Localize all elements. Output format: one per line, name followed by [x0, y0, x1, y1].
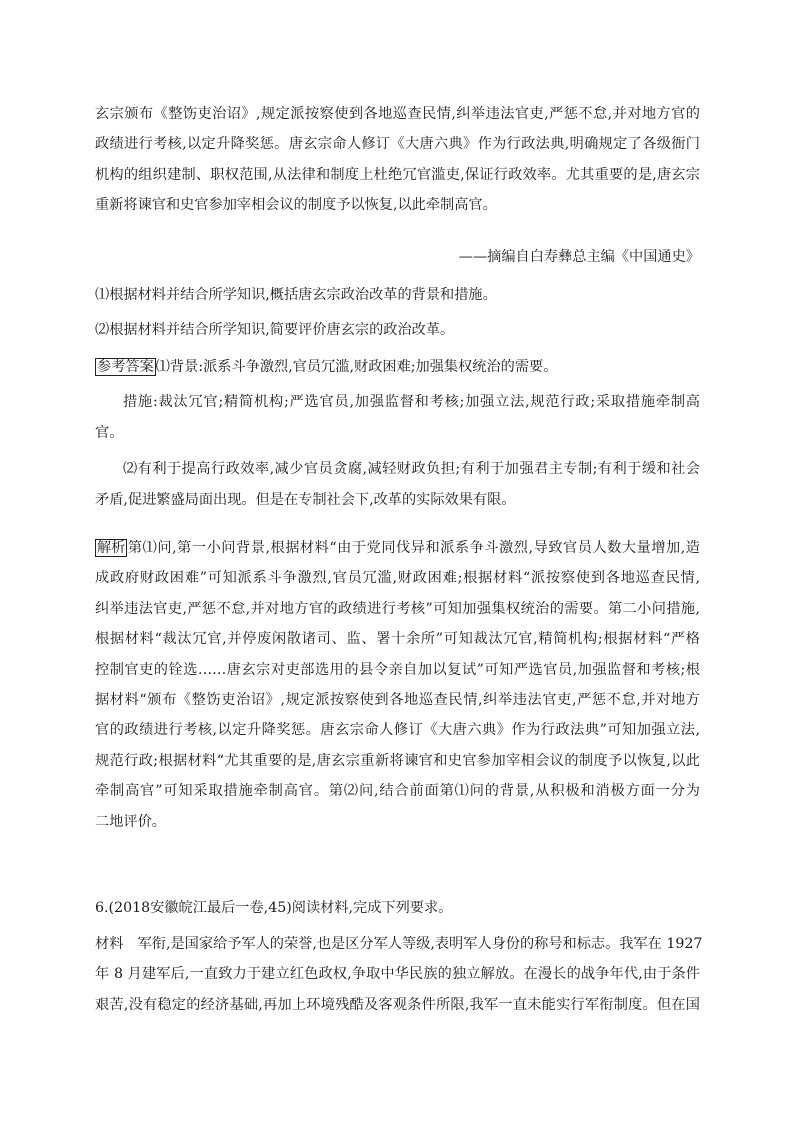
- question-item: ⑴根据材料并结合所学知识,概括唐玄宗政治改革的背景和措施。: [95, 287, 497, 303]
- analysis-line: [95, 533, 700, 563]
- answer-line: 矛盾,促进繁盛局面出现。但是在专制社会下,改革的实际效果有限。: [95, 491, 516, 508]
- question-6-header: 6.(2018安徽皖江最后一卷,45)阅读材料,完成下列要求。: [95, 900, 453, 916]
- passage-line: 政绩进行考核,以定升降奖惩。唐玄宗命人修订《大唐六典》作为行政法典,明确规定了各级衙门: [95, 136, 700, 153]
- question-item: ⑵根据材料并结合所学知识,简要评价唐玄宗的政治改革。: [95, 322, 455, 339]
- questions: [95, 280, 700, 346]
- analysis-text: 第⑴问,第一小问背景,根据材料“由于党同伐异和派系争斗激烈,导致官员人数大量增加,造: [127, 540, 700, 556]
- analysis-line: 官的政绩进行考核,以定升降奖惩。唐玄宗命人修订《大唐六典》作为行政法典”可知加强立法,: [95, 722, 700, 739]
- analysis-line: 二地评价。: [95, 813, 166, 830]
- analysis-line: 根据材料“裁汰冗官,并停废闲散诸司、监、署十余所”可知裁汰冗官,精简机构;根据材料“严格: [95, 631, 700, 648]
- material-line: 艰苦,没有稳定的经济基础,再加上环境残酷及客观条件所限,我军一直未能实行军衔制度。但在国: [95, 996, 700, 1013]
- reference-answer: [95, 352, 700, 515]
- question-6-material: [95, 929, 703, 1020]
- analysis: [95, 533, 700, 837]
- analysis-line: 据材料“颁布《整饬吏治诏》,规定派按察使到各地巡查民情,纠举违法官吏,严惩不怠,并对地方: [95, 691, 700, 708]
- passage-line: 重新将谏官和史官参加宰相会议的制度予以恢复,以此牵制高官。: [95, 197, 497, 214]
- analysis-line: 纠举违法官吏,严惩不怠,并对地方官的政绩进行考核”可知加强集权统治的需要。第二小问措施,: [95, 600, 700, 617]
- answer-label: 参考答案: [97, 359, 154, 375]
- material-line: 年 8 月建军后,一直致力于建立红色政权,争取中华民族的独立解放。在漫长的战争年代,由于条件: [95, 966, 700, 983]
- analysis-label: 解析: [97, 540, 126, 556]
- analysis-line: 控制官吏的铨选……唐玄宗对吏部选用的县令亲自加以复试”可知严选官员,加强监督和考核;根: [95, 661, 700, 678]
- material-line: 材料 军衔,是国家给予军人的荣誉,也是区分军人等级,表明军人身份的称号和标志。我军在 1927: [95, 936, 703, 952]
- answer-line: [95, 352, 700, 382]
- question-6-header-wrap: [95, 893, 700, 923]
- material-passage: [95, 99, 700, 221]
- source-citation-wrap: [95, 242, 700, 272]
- source-citation: ——摘编自白寿彝总主编《中国通史》: [458, 249, 700, 265]
- passage-line: 玄宗颁布《整饬吏治诏》,规定派按察使到各地巡查民情,纠举违法官吏,严惩不怠,并对地方官的: [95, 106, 700, 122]
- analysis-line: 牵制高官”可知采取措施牵制高官。第⑵问,结合前面第⑴问的背景,从积极和消极方面一分为: [95, 783, 700, 800]
- answer-line: ⑵有利于提高行政效率,减少官员贪腐,减轻财政负担;有利于加强君主专制;有利于缓和社会: [123, 461, 700, 478]
- analysis-line: 成政府财政困难”可知派系斗争激烈,官员冗滥,财政困难;根据材料“派按察使到各地巡查民情,: [95, 570, 700, 587]
- analysis-line: 规范行政;根据材料“尤其重要的是,唐玄宗重新将谏官和史官参加宰相会议的制度予以恢复,以此: [95, 752, 700, 769]
- answer-text: ⑴背景:派系斗争激烈,官员冗滥,财政困难;加强集权统治的需要。: [155, 359, 558, 375]
- answer-line: 措施:裁汰冗官;精简机构;严选官员,加强监督和考核;加强立法,规范行政;采取措施牵制高: [123, 394, 700, 411]
- passage-line: 机构的组织建制、职权范围,从法律和制度上杜绝冗官滥吏,保证行政效率。尤其重要的是,唐玄宗: [95, 166, 700, 183]
- answer-line: 官。: [95, 424, 124, 441]
